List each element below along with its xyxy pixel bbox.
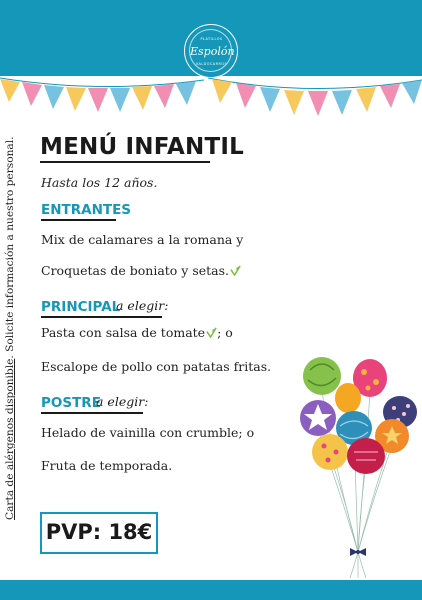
menu-item: Fruta de temporada. bbox=[41, 458, 173, 473]
price-label: PVP: 18€ bbox=[45, 520, 153, 544]
menu-item: Helado de vainilla con crumble; o bbox=[41, 425, 255, 440]
section-underline-entrantes bbox=[41, 219, 116, 221]
section-heading-principal: PRINCIPAL bbox=[41, 299, 121, 315]
menu-item-with-leaf bbox=[41, 325, 233, 340]
menu-item-text-suffix: ; o bbox=[217, 325, 233, 340]
footer-band bbox=[0, 580, 422, 600]
menu-item-text: Croquetas de boniato y setas. bbox=[41, 263, 230, 278]
menu-item: Mix de calamares a la romana y bbox=[41, 232, 244, 247]
menu-title: MENÚ INFANTIL bbox=[40, 134, 244, 160]
vegan-leaf-icon bbox=[206, 327, 217, 338]
title-underline bbox=[40, 161, 210, 163]
logo-top-text: PLATILLOS bbox=[200, 37, 223, 41]
section-underline-principal bbox=[41, 316, 162, 318]
section-heading-entrantes: ENTRANTES bbox=[41, 202, 132, 218]
section-note-postre: a elegir: bbox=[96, 394, 149, 409]
allergen-note-underlined: Carta de alérgenos disponible bbox=[4, 358, 16, 520]
allergen-note-rest: . Solicite información a nuestro personal. bbox=[4, 136, 16, 359]
menu-item-text: Pasta con salsa de tomate bbox=[41, 325, 206, 340]
balloons-illustration bbox=[296, 352, 420, 580]
bunting-flags bbox=[0, 72, 422, 128]
price-box bbox=[40, 512, 158, 554]
restaurant-logo bbox=[184, 24, 238, 78]
logo-script-text: Espolón bbox=[190, 45, 235, 58]
allergen-note bbox=[4, 136, 20, 520]
menu-item-with-leaf bbox=[41, 263, 241, 278]
menu-subtitle: Hasta los 12 años. bbox=[41, 175, 158, 190]
logo-bottom-text: VALDOCARROS bbox=[195, 62, 228, 66]
section-note-principal: a elegir: bbox=[116, 298, 169, 313]
logo-inner-ring bbox=[189, 29, 235, 72]
vegan-leaf-icon bbox=[230, 265, 241, 276]
menu-item: Escalope de pollo con patatas fritas. bbox=[41, 359, 272, 374]
section-heading-postre: POSTRE bbox=[41, 395, 101, 411]
section-underline-postre bbox=[41, 412, 143, 414]
